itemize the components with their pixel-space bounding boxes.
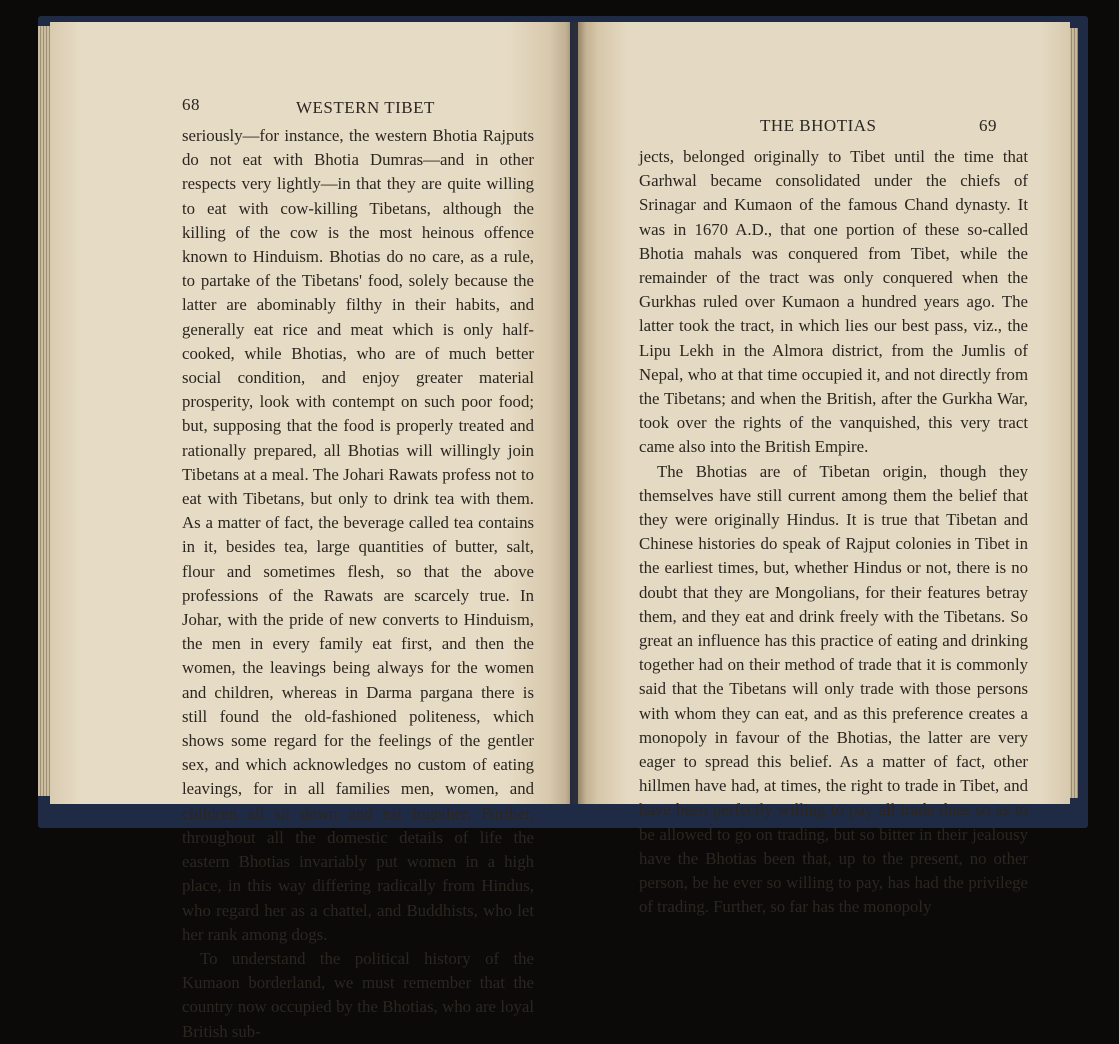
paragraph: To understand the political history of the Kumaon borderland, we must remember that the country now occupied by the Bhotias, who are loyal British sub-: [182, 948, 534, 1041]
book-gutter: [566, 22, 586, 804]
left-page-body: [182, 124, 534, 1044]
right-page: [578, 22, 1070, 917]
paragraph: seriously—for instance, the western Bhotia Rajputs do not eat with Bhotia Dumras—and in other respects very lightly—in that they are quite willing to eat with cow-killing Tibetans, although the killing of the cow is the most heinous offence known to Hinduism. Bhotias do no care, as a rule, to partake of the Tibetans' food, solely because the latter are abominably filthy in their habits, and generally eat rice and meat which is only half-cooked, while Bhotias, who are of much better social condition, and enjoy greater material prosperity, look with contempt on such poor food; but, supposing that the food is properly treated and rationally prepared, all Bhotias will willingly join Tibetans at a meal. The Johari Rawats profess not to eat with Tibetans, but only to drink tea with them. As a matter of fact, the beverage called tea contains in it, besides tea, large quantities of butter, salt, flour and sometimes flesh, so that the above professions of the Rawats are scarcely true. In Johar, with the pride of new converts to Hinduism, the men in every family eat first, and then the women, the leavings being always for the women and children, whereas in Darma pargana there is still found the old-fashioned politeness, which shows some regard for the feelings of the gentler sex, and which acknowledges no custom of eating leavings, for in all families men, women, and children all sit down and eat together. Further, throughout all the domestic details of life the eastern Bhotias invariably put women in a high place, in this way differing radically from Hindus, who regard her as a chattel, and Buddhists, who let her rank among dogs.: [182, 126, 534, 944]
paragraph: jects, belonged originally to Tibet until the time that Garhwal became consolidated under the chiefs of Srinagar and Kumaon of the famous Chand dynasty. It was in 1670 A.D., that one portion of these so-called Bhotia mahals was conquered from Tibet, while the remainder of the tract was only conquered when the Gurkhas ruled over Kumaon a hundred years ago. The latter took the tract, in which lies our best pass, viz., the Lipu Lekh in the Almora district, from the Jumlis of Nepal, who at that time occupied it, and not directly from the Tibetans; and when the British, after the Gurkha War, took over the rights of the vanquished, this very tract came also into the British Empire.: [639, 147, 1028, 457]
left-page: [50, 22, 570, 1041]
running-title-left: WESTERN TIBET: [296, 98, 435, 117]
paragraph: The Bhotias are of Tibetan origin, though they themselves have still current among them the belief that they were originally Hindus. It is true that Tibetan and Chinese histories do speak of Rajput colonies in Tibet in the earliest times, but, whether Hindus or not, there is no doubt that they are Mongolians, for their features betray them, and they eat and drink freely with the Tibetans. So great an influence has this practice of eating and drinking together had on their method of trade that it is commonly said that the Tibetans will only trade with those persons with whom they can eat, and as this preference creates a monopoly in favour of the Bhotias, the latter are very eager to spread this belief. As a matter of fact, other hillmen have had, at times, the right to trade in Tibet, and have been perfectly willing to pay all trade dues so as to be allowed to go on trading, but so bitter in their jealousy have the Bhotias been that, up to the present, no other person, be he ever so willing to pay, has had the privilege of trading. Further, so far has the monopoly: [639, 461, 1028, 917]
page-number-right: 69: [979, 116, 997, 135]
page-number-left: 68: [182, 95, 200, 114]
running-title-right: THE BHOTIAS: [760, 116, 877, 135]
right-page-body: [639, 145, 1028, 920]
